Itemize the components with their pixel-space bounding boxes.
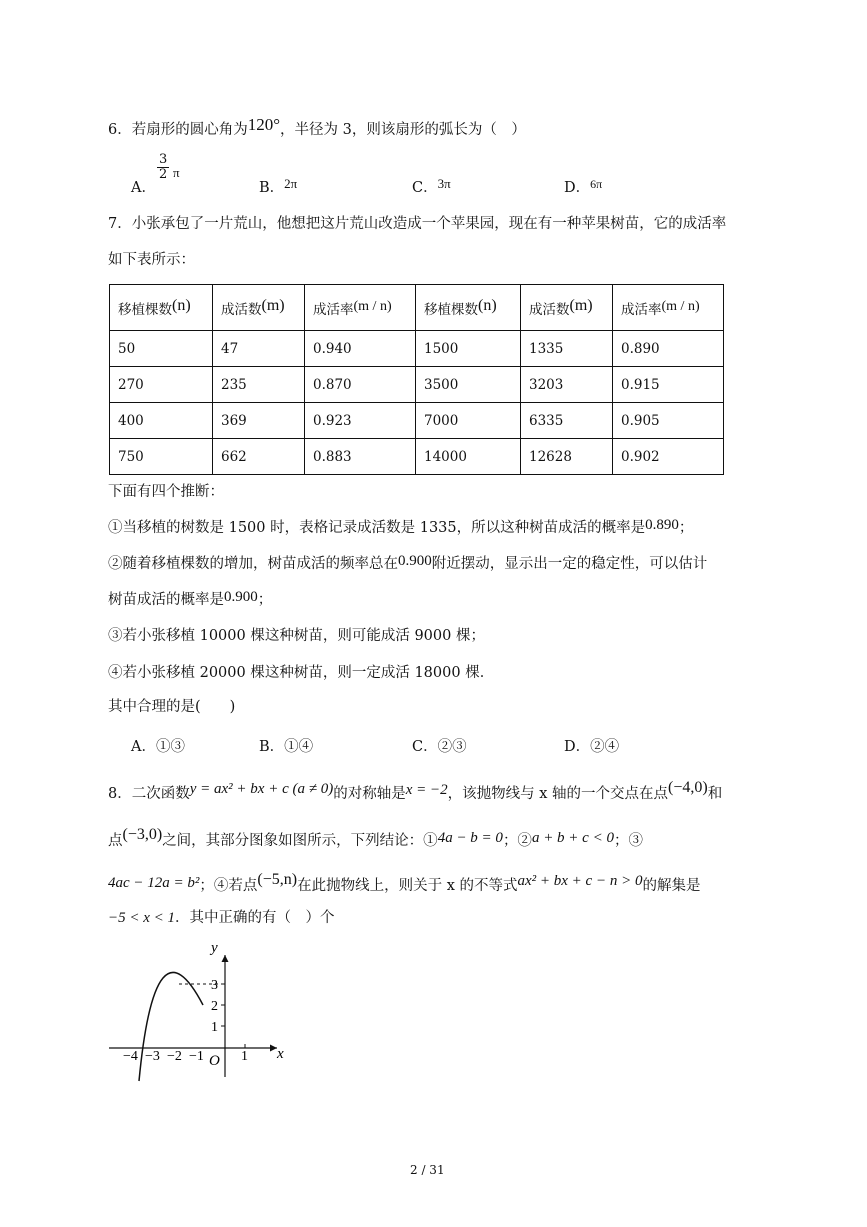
q7-ask: 其中合理的是( ) (108, 699, 236, 715)
header-cell: 成活率(m / n) (613, 285, 724, 331)
q7-stem-line2: 如下表所示： (108, 252, 195, 268)
q8-stem-line3: 4ac − 12a = b²；④若点(−5,n)在此抛物线上，则关于 x 的不等式ax² + bx + c − n > 0的解集是 (108, 871, 701, 894)
table-cell: 14000 (416, 439, 521, 475)
q7-option-a[interactable]: A．①③ (131, 739, 185, 755)
table-cell: 0.923 (305, 403, 416, 439)
q6-option-c[interactable]: C．3π (412, 176, 451, 196)
header-cell: 成活率(m / n) (305, 285, 416, 331)
table-cell: 0.940 (305, 331, 416, 367)
q7-stem-line1: 7．小张承包了一片荒山，他想把这片荒山改造成一个苹果园，现在有一种苹果树苗，它的成活率 (108, 216, 727, 232)
q6-option-b[interactable]: B．2π (259, 176, 298, 196)
y-tick-label: 2 (211, 999, 218, 1014)
origin-label: O (209, 1053, 220, 1069)
table-cell: 0.902 (613, 439, 724, 475)
table-cell: 750 (110, 439, 213, 475)
q7-statement-1: ①当移植的树数是 1500 时，表格记录成活数是 1335，所以这种树苗成活的概率是0.890； (108, 517, 694, 536)
q7-intro: 下面有四个推断： (108, 484, 224, 500)
table-cell: 270 (110, 367, 213, 403)
header-cell: 成活数(m) (213, 285, 305, 331)
x-tick-label: 1 (241, 1049, 248, 1064)
table-cell: 3500 (416, 367, 521, 403)
table-cell: 0.915 (613, 367, 724, 403)
y-tick-label: 1 (211, 1020, 218, 1035)
q6-option-d[interactable]: D．$^{6\pi}$ (564, 177, 603, 196)
q7-option-c[interactable]: C．②③ (412, 739, 467, 755)
header-cell: 成活数(m) (521, 285, 613, 331)
table-row (110, 367, 724, 403)
table-row (110, 331, 724, 367)
table-cell: 6335 (521, 403, 613, 439)
header-cell: 移植棵数(n) (110, 285, 213, 331)
q8-stem-line4: −5 < x < 1．其中正确的有（ ）个 (108, 910, 335, 926)
table-cell: 12628 (521, 439, 613, 475)
q6-angle: 120° (247, 115, 281, 134)
table-cell: 50 (110, 331, 213, 367)
table-cell: 1335 (521, 331, 613, 367)
table-cell: 3203 (521, 367, 613, 403)
parabola-curve (139, 972, 203, 1081)
table-row (110, 439, 724, 475)
x-tick-label: −3 (145, 1049, 160, 1064)
table-header-row (110, 285, 724, 331)
table-cell: 0.870 (305, 367, 416, 403)
table-cell: 0.890 (613, 331, 724, 367)
x-tick-label: −1 (189, 1049, 204, 1064)
q7-statement-2a: ②随着移植棵数的增加，树苗成活的频率总在0.900附近摆动，显示出一定的稳定性，可以估计 (108, 553, 708, 572)
table-cell: 47 (213, 331, 305, 367)
q7-option-b[interactable]: B．①④ (259, 739, 314, 755)
survival-table (109, 284, 724, 475)
table-cell: 235 (213, 367, 305, 403)
q7-statement-4: ④若小张移植 20000 棵这种树苗，则一定成活 18000 棵． (108, 665, 495, 681)
x-tick-label: −4 (123, 1049, 138, 1064)
page-number: 2 / 31 (410, 1163, 445, 1177)
q8-stem-line2: 点(−3,0)之间，其部分图象如图所示，下列结论：①4a − b = 0；②a + b + c < 0；③ (108, 826, 643, 849)
y-tick-label: 3 (211, 978, 218, 993)
x-axis-label: x (277, 1046, 284, 1062)
table-cell: 0.905 (613, 403, 724, 439)
parabola-graph (105, 935, 305, 1085)
q6-stem: 6．若扇形的圆心角为120°，半径为 3，则该扇形的弧长为（ ） (108, 115, 526, 138)
table-cell: 662 (213, 439, 305, 475)
x-tick-label: −2 (167, 1049, 182, 1064)
table-cell: 1500 (416, 331, 521, 367)
y-axis-label: y (211, 940, 218, 956)
header-cell: 移植棵数(n) (416, 285, 521, 331)
q7-statement-2b: 树苗成活的概率是0.900； (108, 589, 273, 608)
table-cell: 400 (110, 403, 213, 439)
table-cell: 7000 (416, 403, 521, 439)
q8-stem-line1: 8．二次函数y = ax² + bx + c (a ≠ 0)的对称轴是x = −2，该抛物线与 x 轴的一个交点在点(−4,0)和 (108, 779, 723, 802)
table-cell: 369 (213, 403, 305, 439)
table-cell: 0.883 (305, 439, 416, 475)
table-row (110, 403, 724, 439)
q7-option-d[interactable]: D．②④ (564, 739, 620, 755)
q7-statement-3: ③若小张移植 10000 棵这种树苗，则可能成活 9000 棵； (108, 628, 485, 644)
